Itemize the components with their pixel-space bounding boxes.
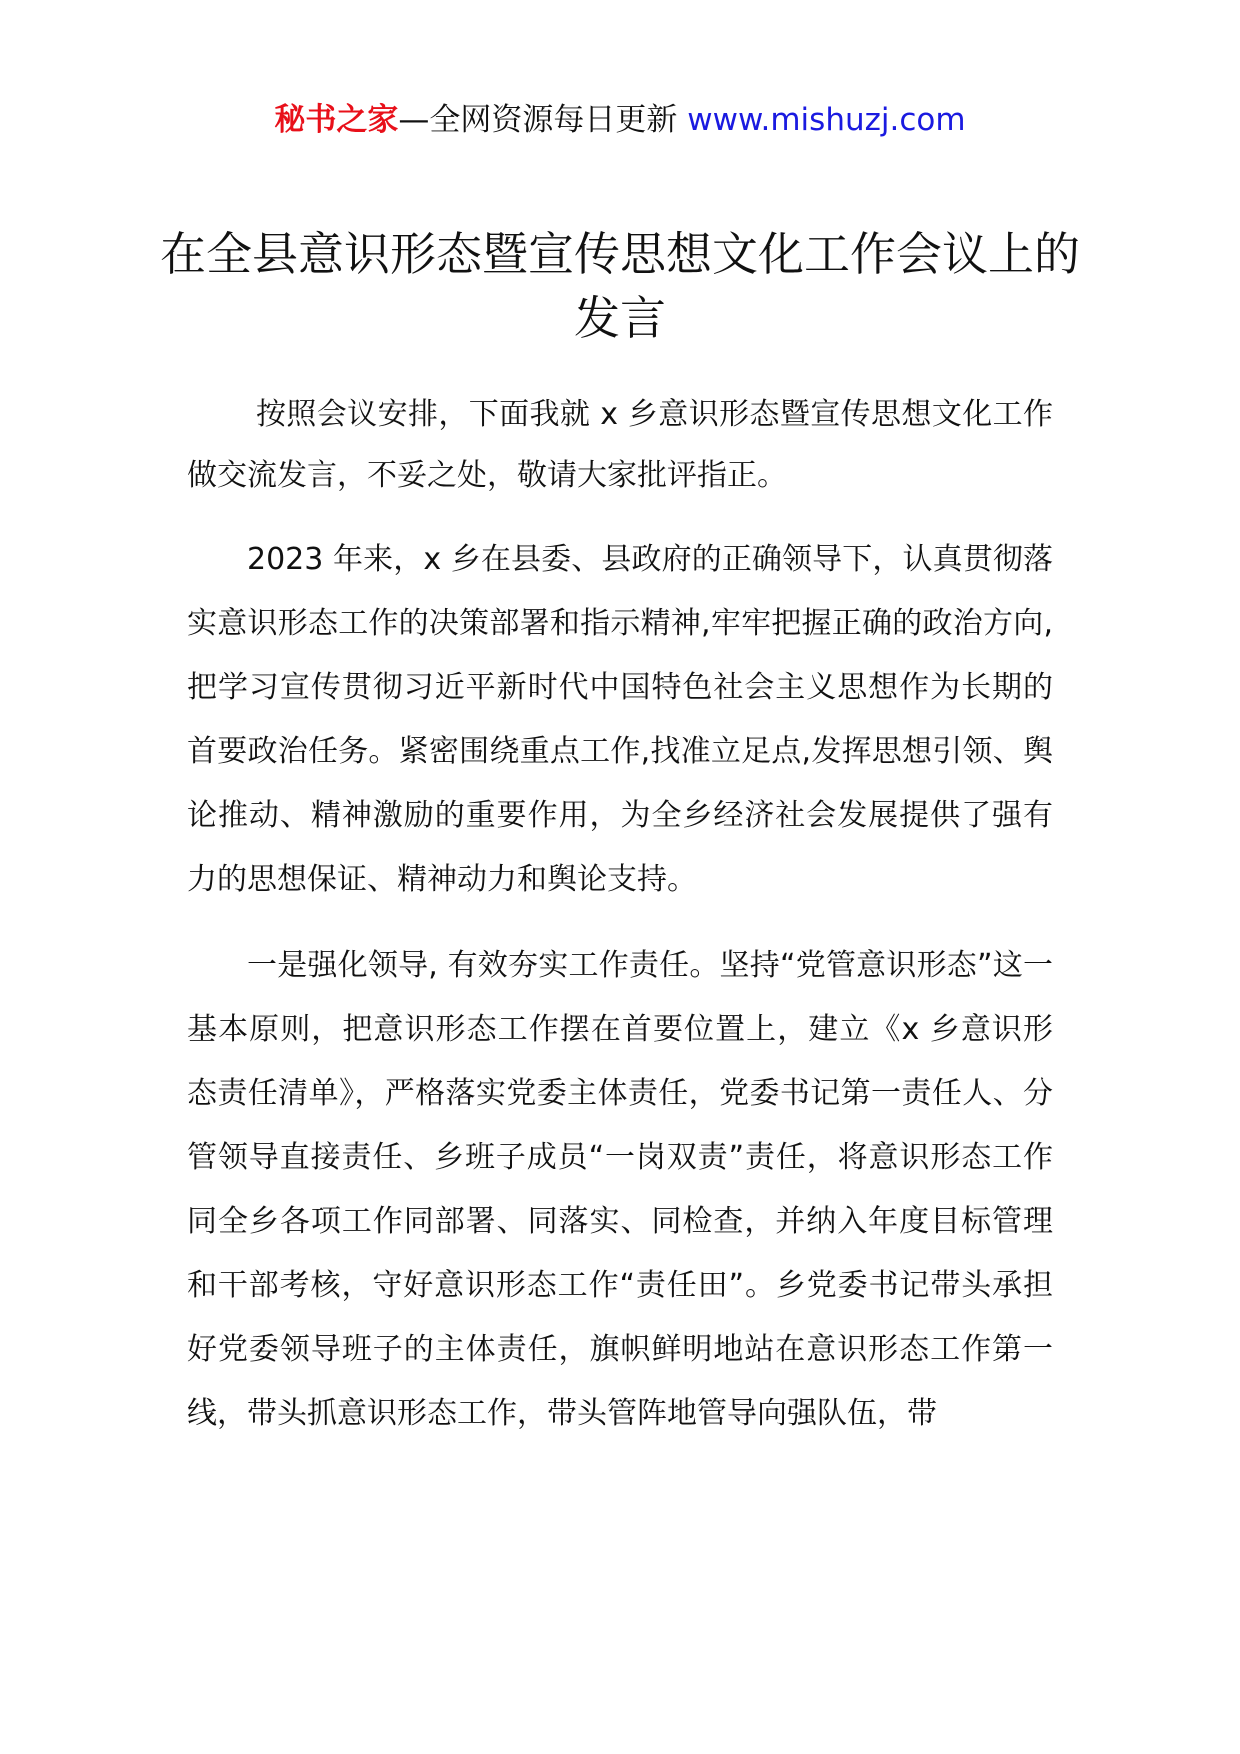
paragraph-overview: 2023 年来，x 乡在县委、县政府的正确领导下，认真贯彻落实意识形态工作的决策部署和指示精神,牢牢把握正确的政治方向,把学习宣传贯彻习近平新时代中国特色社会主义思想作为长期的首要政治任务。紧密围绕重点工作,找准立足点,发挥思想引领、舆论推动、精神激励的重要作用，为全乡经济社会发展提供了强有力的思想保证、精神动力和舆论支持。	[187, 542, 1053, 897]
site-header-banner	[0, 100, 1240, 140]
site-url-link[interactable]: www.mishuzj.com	[687, 102, 966, 138]
paragraph-point-one: 一是强化领导, 有效夯实工作责任。坚持“党管意识形态”这一基本原则，把意识形态工作摆在首要位置上，建立《x 乡意识形态责任清单》，严格落实党委主体责任，党委书记第一责任人、分管领导直接责任、乡班子成员“一岗双责”责任，将意识形态工作同全乡各项工作同部署、同落实、同检查，并纳入年度目标管理和干部考核，守好意识形态工作“责任田”。乡党委书记带头承担好党委领导班子的主体责任，旗帜鲜明地站在意识形态工作第一线，带头抓意识形态工作，带头管阵地管导向强队伍，带	[187, 948, 1053, 1431]
paragraph-intro: 按照会议安排，下面我就 x 乡意识形态暨宣传思想文化工作做交流发言，不妥之处，敬请大家批评指正。	[187, 397, 1053, 493]
document-title: 在全县意识形态暨宣传思想文化工作会议上的发言	[160, 227, 1080, 345]
brand-name: 秘书之家	[274, 102, 399, 138]
document-body	[187, 384, 1053, 1468]
site-slogan: —全网资源每日更新	[398, 102, 678, 138]
